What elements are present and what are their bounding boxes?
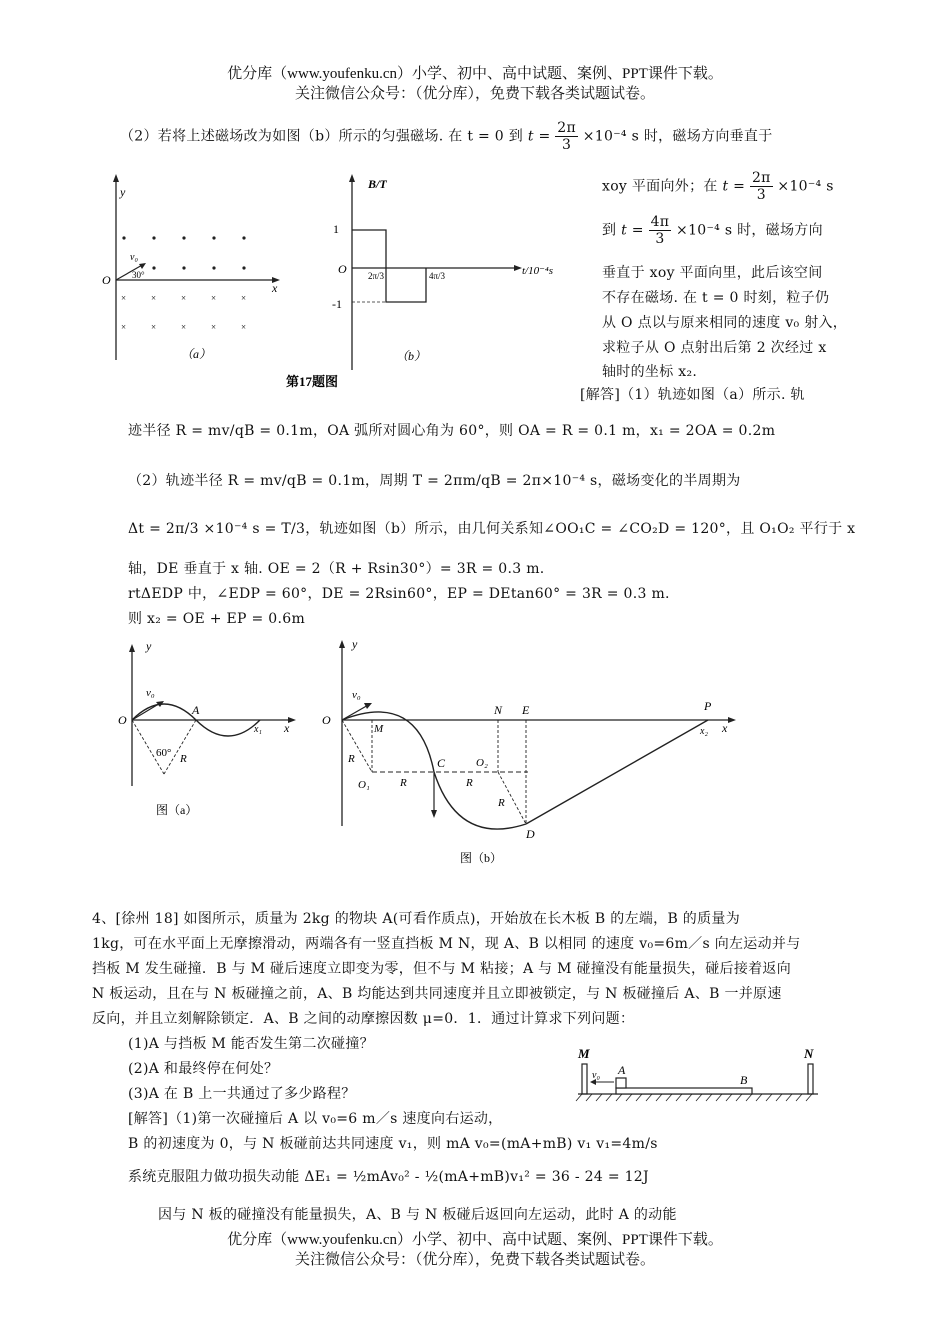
q17-right-4: 不存在磁场. 在 t = 0 时刻，粒子仍 (602, 290, 830, 306)
traj-b-D: D (526, 827, 535, 841)
svg-text:×: × (241, 293, 247, 303)
fig-a-caption: （a） (181, 347, 212, 361)
svg-text:×: × (151, 322, 157, 332)
traj-a-angle: 60° (156, 747, 172, 759)
q4-fig-label-B: B (740, 1073, 748, 1087)
svg-text:×: × (211, 322, 217, 332)
q4-fig-N: N (804, 1046, 814, 1061)
q4-answer-4: 因与 N 板的碰撞没有能量损失，A、B 与 N 板碰后返回向左运动，此时 A 的动能 (158, 1207, 677, 1223)
fig-top-caption: 第17题图 (286, 374, 339, 389)
q17-part2-line: （2）若将上述磁场改为如图（b）所示的匀强磁场. 在 t = 0 到 t = $\frac{2\pi}{3}$ ×10⁻⁴ s 时，磁场方向垂直于 (120, 120, 773, 153)
frac-t1: $\frac{2\pi}{3}$ (557, 120, 577, 153)
traj-b-C: C (437, 756, 446, 770)
fig-b-minus-one: -1 (332, 297, 342, 311)
traj-b-R3: R (466, 777, 473, 789)
q17-sol-3: Δt = 2π/3 ×10⁻⁴ s = T/3，轨迹如图（b）所示，由几何关系知∠OO₁C = ∠CO₂D = 120°，且 O₁O₂ 平行于 x (128, 521, 856, 537)
fig-b-one: 1 (333, 222, 339, 236)
q4-answer-2: B 的初速度为 0，与 N 板碰前达共同速度 v₁，则 mA v₀=(mA+mB) v₁ v₁=4m/s (128, 1136, 658, 1152)
footer-line-2: 关注微信公众号：（优分库），免费下载各类试题试卷。 (294, 1252, 655, 1268)
q17-right-5: 从 O 点以与原来相同的速度 v₀ 射入， (602, 315, 848, 331)
q4-line-2: 1kg，可在水平面上无摩擦滑动，两端各有一竖直挡板 M N，现 A、B 以相同 的速度 v₀=6m／s 向左运动并与 (92, 936, 801, 952)
traj-b-R1: R (348, 753, 355, 765)
q4-fig-plate-N (808, 1064, 813, 1094)
svg-text:×: × (121, 322, 127, 332)
fig-a-y-arrow (113, 174, 119, 182)
traj-a-arc2 (196, 720, 260, 736)
fig-b-positive-pulse (352, 230, 386, 268)
traj-a-arc1 (132, 704, 196, 720)
frac-t2: $\frac{2\pi}{3}$ (751, 170, 771, 203)
traj-a-v0: v₀ (146, 687, 155, 699)
svg-text:×: × (121, 293, 127, 303)
traj-a-x-label: x (284, 721, 290, 735)
q17-sol-2: （2）轨迹半径 R = mv/qB = 0.1m，周期 T = 2πm/qB = 2π×10⁻⁴ s，磁场变化的半周期为 (128, 473, 741, 489)
fig-b-negative-pulse (386, 268, 426, 302)
svg-text:×: × (151, 293, 157, 303)
traj-a-point-A: A (192, 703, 200, 717)
traj-b-R2: R (400, 777, 407, 789)
traj-b-origin: O (322, 713, 331, 727)
q17-part2-text-a: （2）若将上述磁场改为如图（b）所示的匀强磁场. 在 t = 0 到 (120, 128, 524, 145)
q4-fig-plate-M (582, 1064, 587, 1094)
q17-sol-1: 迹半径 R = mv/qB = 0.1m，OA 弧所对圆心角为 60°，则 OA = R = 0.1 m，x₁ = 2OA = 0.2m (128, 423, 776, 439)
traj-b-arc-CD (434, 772, 526, 829)
q17-trajectory-figures (108, 636, 758, 872)
traj-b-arc-OC (342, 712, 434, 772)
traj-b-x-label: x (722, 721, 728, 735)
q4-fig-block-A (616, 1078, 626, 1088)
traj-b-O1: O₁ (358, 779, 370, 791)
traj-a-y-label: y (146, 639, 152, 653)
q4-answer-1: [解答]（1)第一次碰撞后 A 以 v₀=6 m／s 速度向右运动， (128, 1111, 503, 1127)
q17-sol-4: 轴，DE 垂直于 x 轴. OE = 2（R + Rsin30°）= 3R = 0.3 m. (128, 561, 545, 577)
traj-b-M: M (374, 723, 384, 735)
traj-b-x2: x₂ (700, 726, 708, 737)
q4-line-1: 4、[徐州 18] 如图所示，质量为 2kg 的物块 A(可看作质点)，开始放在长木板 B 的左端，B 的质量为 (92, 911, 741, 927)
traj-b-E: E (522, 703, 530, 717)
traj-a-velocity (132, 702, 162, 720)
traj-a-x1: x₁ (254, 724, 262, 735)
fig-b-origin: O (338, 262, 347, 276)
traj-b-P: P (704, 699, 712, 713)
fig-b-tick1: 2π/3 (368, 271, 385, 281)
fig-a-y-label: y (120, 185, 126, 199)
traj-a-R: R (180, 753, 187, 765)
traj-b-line-DP (526, 720, 708, 824)
traj-b-N: N (494, 703, 503, 717)
q4-line-4: N 板运动，且在与 N 板碰撞之前，A、B 均能达到共同速度并且立即被锁定，与 N 板碰撞后 A、B 一并原速 (92, 986, 782, 1002)
fig-a-crosses (121, 293, 246, 332)
fig-a-v0: v₀ (130, 252, 138, 263)
traj-b-v0: v₀ (352, 689, 361, 701)
q4-fig-label-A: A (618, 1063, 626, 1077)
q17-sol-5: rtΔEDP 中，∠EDP = 60°，DE = 2Rsin60°，EP = DEtan60° = 3R = 0.3 m. (128, 586, 670, 602)
traj-b-y-label: y (352, 637, 358, 651)
q4-answer-3: 系统克服阻力做功损失动能 ΔE₁ = ½mAv₀² - ½(mA+mB)v₁² = 36 - 24 = 12J (128, 1169, 649, 1185)
traj-a-caption: 图（a） (156, 803, 198, 817)
svg-text:×: × (181, 322, 187, 332)
q4-line-3: 挡板 M 发生碰撞．B 与 M 碰后速度立即变为零，但不与 M 粘接；A 与 M 碰撞没有能量损失，碰后接着返向 (92, 961, 792, 977)
fig-b-t-label: t/10⁻⁴s (522, 265, 554, 277)
svg-text:×: × (211, 293, 217, 303)
frac-t3: $\frac{4\pi}{3}$ (650, 214, 670, 247)
q17-sol-6: 则 x₂ = OE + EP = 0.6m (128, 611, 306, 627)
q4-fig-hatch (576, 1094, 812, 1101)
fig-a-angle: 30° (132, 270, 145, 280)
fig-b-tick2: 4π/3 (429, 271, 446, 281)
q4-fig-v0: v₀ (592, 1070, 600, 1081)
traj-b-O2: O₂ (476, 757, 488, 769)
header-line-1: 优分库（www.youfenku.cn）小学、初中、高中试题、案例、PPT课件下载。 (227, 66, 723, 82)
q17-right-3: 垂直于 xoy 平面向里，此后该空间 (602, 265, 823, 281)
q17-part2-text-b: ×10⁻⁴ s 时，磁场方向垂直于 (582, 128, 773, 145)
fig-a-origin: O (102, 273, 111, 287)
q17-right-2: 到 t = $\frac{4\pi}{3}$ ×10⁻⁴ s 时，磁场方向 (602, 214, 823, 247)
svg-text:×: × (181, 293, 187, 303)
q17-figure-top (96, 170, 556, 400)
q4-question-2: (2)A 和最终停在何处？ (128, 1061, 279, 1077)
footer-line-1: 优分库（www.youfenku.cn）小学、初中、高中试题、案例、PPT课件下载。 (227, 1232, 723, 1248)
q17-right-7: 轴时的坐标 x₂. (602, 364, 698, 380)
q4-line-5: 反向，并且立刻解除锁定．A、B 之间的动摩擦因数 μ=0．1．通过计算求下列问题： (92, 1011, 635, 1027)
q4-fig-board-B (616, 1088, 752, 1094)
q17-answer-head: [解答]（1）轨迹如图（a）所示. 轨 (580, 387, 805, 403)
q4-figure (574, 1044, 830, 1110)
traj-b-caption: 图（b） (460, 851, 503, 865)
fig-a-x-label: x (272, 281, 278, 295)
header-line-2: 关注微信公众号：（优分库），免费下载各类试题试卷。 (294, 86, 655, 102)
fig-b-y-label: B/T (368, 177, 387, 191)
q4-question-1: (1)A 与挡板 M 能否发生第二次碰撞？ (128, 1036, 374, 1052)
q17-right-1: xoy 平面向外；在 t = $\frac{2\pi}{3}$ ×10⁻⁴ s (602, 170, 834, 203)
q4-question-3: (3)A 在 B 上一共通过了多少路程？ (128, 1086, 356, 1102)
q17-right-6: 求粒子从 O 点射出后第 2 次经过 x (602, 340, 827, 356)
fig-b-caption: （b） (396, 349, 427, 363)
q4-fig-M: M (578, 1046, 590, 1061)
traj-b-R4: R (498, 797, 505, 809)
traj-a-origin: O (118, 713, 127, 727)
svg-text:×: × (241, 322, 247, 332)
